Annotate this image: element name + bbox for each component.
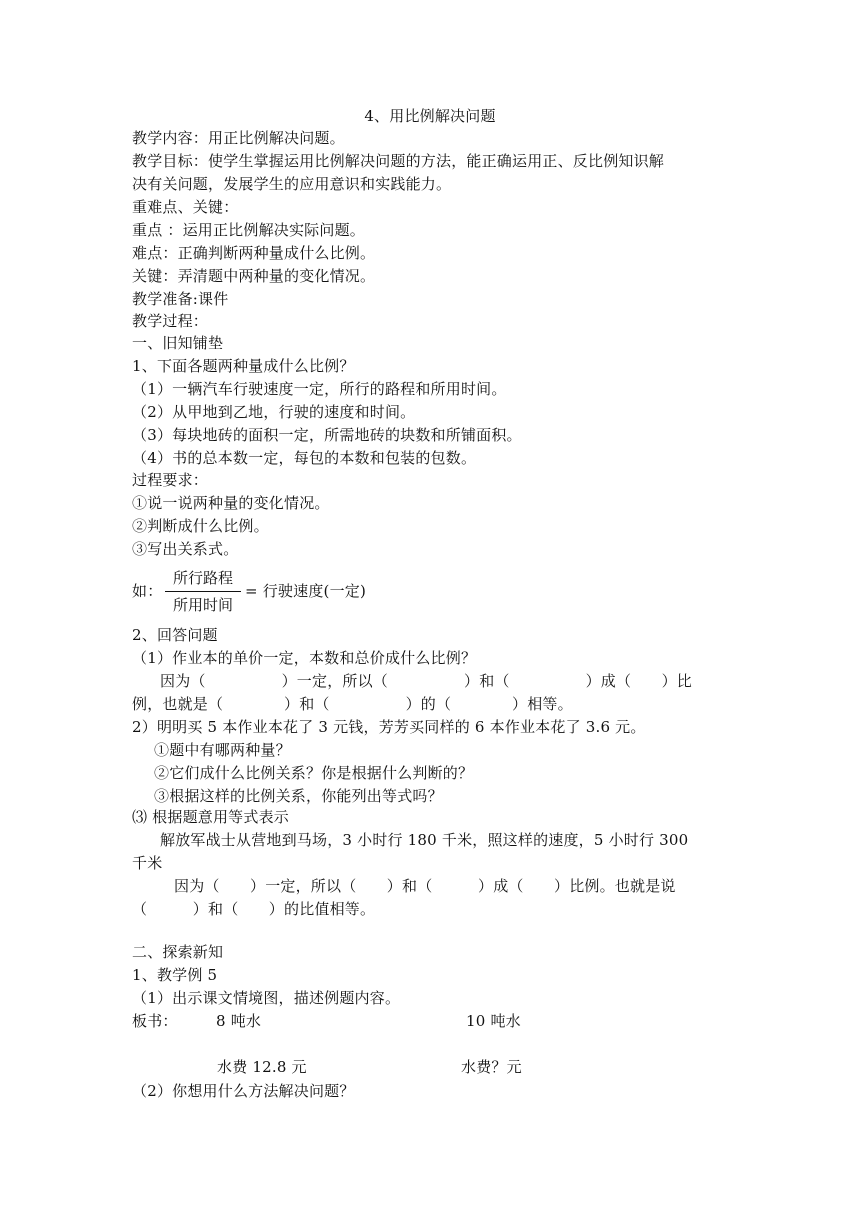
text-line: ③写出关系式。 [132,540,239,558]
text-line: 解放军战士从营地到马场，3 小时行 180 千米，照这样的速度，5 小时行 300 [160,831,689,849]
formula-prefix: 如： [132,582,163,600]
text-line: 千米 [132,854,163,872]
text-line: ③根据这样的比例关系，你能列出等式吗？ [154,787,443,805]
text-line: 难点：正确判断两种量成什么比例。 [132,244,376,262]
text-line: （1）作业本的单价一定，本数和总价成什么比例？ [132,649,477,667]
board-item: 8 吨水 [216,1012,262,1030]
text-line: 决有关问题，发展学生的应用意识和实践能力。 [132,175,452,193]
text-line: 教学准备:课件 [132,290,229,308]
text-line: （1）出示课文情境图，描述例题内容。 [132,989,401,1007]
doc-title: 4、用比例解决问题 [364,107,496,125]
text-line: （2）你想用什么方法解决问题？ [132,1082,355,1100]
text-line: ⑶ 根据题意用等式表示 [132,808,289,826]
section-heading: 二、探索新知 [132,943,224,961]
text-line: （ ）和（ ）的比值相等。 [132,900,376,918]
text-line: 2、回答问题 [132,626,218,644]
text-line: （4）书的总本数一定，每包的本数和包装的包数。 [132,449,477,467]
text-line: 重难点、关键： [132,198,239,216]
text-line: 2）明明买 5 本作业本花了 3 元钱，芳芳买同样的 6 本作业本花了 3.6 元。 [132,718,646,736]
text-line: 因为（ ）一定，所以（ ）和（ ）成（ ）比 [160,672,693,690]
text-line: 1、下面各题两种量成什么比例？ [132,357,355,375]
text-line: 1、教学例 5 [132,966,218,984]
text-line: 过程要求： [132,471,209,489]
text-line: ②它们成什么比例关系？你是根据什么判断的？ [154,764,474,782]
board-item: 水费？元 [461,1058,522,1076]
section-heading: 一、旧知铺垫 [132,334,224,352]
formula-rhs: = 行驶速度(一定) [245,582,367,600]
fraction-bar [165,591,241,592]
text-line: 教学目标：使学生掌握运用比例解决问题的方法，能正确运用正、反比例知识解 [132,152,665,170]
board-item: 10 吨水 [466,1012,521,1030]
text-line: 因为（ ）一定，所以（ ）和（ ）成（ ）比例。也就是说 [174,877,676,895]
text-line: ①题中有哪两种量？ [154,741,291,759]
text-line: ①说一说两种量的变化情况。 [132,494,330,512]
text-line: （2）从甲地到乙地，行驶的速度和时间。 [132,403,416,421]
formula-numerator: 所行路程 [172,569,233,587]
text-line: 重点 ：运用正比例解决实际问题。 [132,221,365,239]
text-line: ②判断成什么比例。 [132,517,269,535]
text-line: 例，也就是（ ）和（ ）的（ ）相等。 [132,695,573,713]
text-line: （1）一辆汽车行驶速度一定，所行的路程和所用时间。 [132,380,507,398]
board-item: 水费 12.8 元 [217,1058,307,1076]
text-line: 教学过程： [132,312,209,330]
formula-denominator: 所用时间 [172,596,233,614]
text-line: （3）每块地砖的面积一定，所需地砖的块数和所铺面积。 [132,426,522,444]
formula-fraction [165,568,241,615]
board-label: 板书： [132,1012,178,1030]
text-line: 教学内容：用正比例解决问题。 [132,129,345,147]
text-line: 关键：弄清题中两种量的变化情况。 [132,267,376,285]
